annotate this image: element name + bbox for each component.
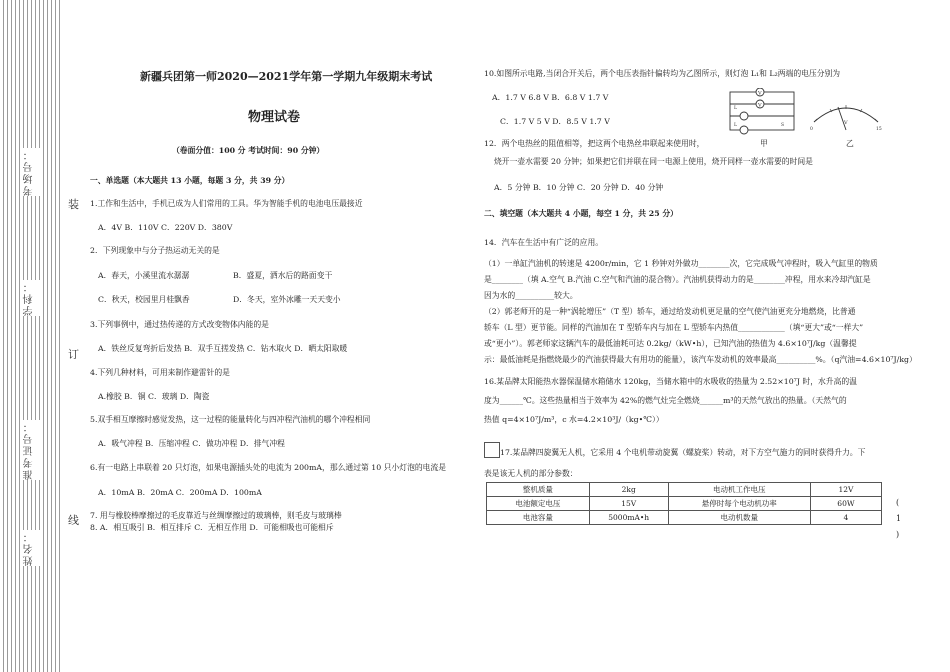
binding-word-zhuang: 装 [68, 198, 79, 211]
question-17-line2: 表是该无人机的部分参数： [484, 469, 578, 478]
svg-text:S: S [781, 123, 785, 128]
table-cell: 整机质量 [487, 483, 590, 497]
table-cell: 2kg [589, 483, 668, 497]
question-12: 12．两个电热丝的阻值相等，把这两个电热丝串联起来使用时， [484, 139, 705, 148]
section1-heading: 一、单选题（本大题共 13 小题，每题 3 分，共 39 分） [90, 176, 290, 185]
figure-jia-label: 甲 [760, 139, 768, 148]
question-12-options: A．5 分钟 B．10 分钟 C．20 分钟 D．40 分钟 [494, 183, 664, 192]
table-cell: 15V [589, 497, 668, 511]
svg-text:0: 0 [810, 127, 813, 132]
paper-subject: 物理试卷 [248, 110, 301, 125]
question-16-line2: 度为______℃。这些热量相当于效率为 42%的燃气灶完全燃烧______m³的天然气放出的热量。（天然气的 [484, 396, 847, 405]
svg-text:V: V [844, 120, 848, 126]
figure-yi-label: 乙 [846, 139, 854, 148]
question-3: 3.下列事例中，通过热传递的方式改变物体内能的是 [90, 320, 269, 329]
margin-note-close: ) [896, 530, 900, 539]
question-14: 14．汽车在生活中有广泛的应用。 [484, 238, 604, 247]
table-cell: 电动机数量 [668, 511, 810, 525]
exam-room-label: 考场号： [22, 148, 42, 196]
question-14-part2-line2: 轿车（L 型）更节能。同样的汽油加在 T 型轿车内与加在 L 型轿车内热值____________（填“更大”或“一样大” [484, 323, 864, 332]
question-16-line1: 16.某品牌太阳能热水器保温储水箱储水 120kg，当储水箱中的水吸收的热量为 2.52×10⁷J 时，水升高的温 [484, 377, 857, 386]
table-row [487, 511, 882, 525]
exam-title: 新疆兵团第一师2020—2021学年第一学期九年级期末考试 [140, 70, 433, 83]
svg-text:L: L [734, 123, 737, 128]
margin-note-open: ( [896, 498, 900, 507]
question-2-option-a: A．春天，小溪里流水潺潺 [98, 271, 190, 280]
binding-word-xian: 线 [68, 514, 79, 527]
question-2: 2．下列现象中与分子热运动无关的是 [90, 246, 220, 255]
question-17-box [484, 442, 500, 458]
svg-text:V: V [758, 90, 762, 97]
binding-word-ding: 订 [68, 348, 79, 361]
svg-text:15: 15 [876, 127, 882, 132]
table-cell: 电池额定电压 [487, 497, 590, 511]
table-cell: 5000mA•h [589, 511, 668, 525]
voltmeter-dial [808, 92, 884, 134]
question-14-part1-line3: 因为水的__________较大。 [484, 291, 578, 300]
question-5-options: A．吸气冲程 B．压缩冲程 C．做功冲程 D．排气冲程 [98, 439, 285, 448]
svg-text:L: L [734, 106, 737, 111]
question-3-options: A．铁丝反复弯折后发热 B．双手互搓发热 C．钻木取火 D．晒太阳取暖 [98, 344, 348, 353]
question-14-part2-line3: 或“更小”）。郭老师家这辆汽车的最低油耗可达 0.2kg/（kW•h），已知汽油的热值为 4.6×10⁷J/kg（温馨提 [484, 339, 857, 348]
binding-margin [0, 0, 62, 672]
question-10-options-cd: C．1.7 V 5 V D．8.5 V 1.7 V [500, 117, 610, 126]
question-14-part1-line1: （1）一单缸汽油机的转速是 4200r/min，它 1 秒钟对外做功________次，它完成吸气冲程时，吸入气缸里的物质 [484, 259, 878, 268]
svg-text:V: V [758, 102, 762, 109]
question-2-option-d: D．冬天，室外冰雕一天天变小 [233, 295, 341, 304]
question-17-line1: 17.某品牌四旋翼无人机，它采用 4 个电机带动旋翼（螺旋桨）转动，对下方空气施力的同时获得升力。下 [500, 448, 866, 457]
circuit-diagram [726, 88, 800, 140]
subject-label: 学科： [22, 280, 42, 316]
table-cell: 电动机工作电压 [668, 483, 810, 497]
table-cell: 12V [810, 483, 881, 497]
question-5: 5.双手相互摩擦时感觉发热，这一过程的能量转化与四冲程汽油机的哪个冲程相同 [90, 415, 371, 424]
question-10: 10.如图所示电路,当闭合开关后，两个电压表指针偏转均为乙图所示，则灯泡 L₁和 L₂两端的电压分别为 [484, 69, 841, 78]
question-8: 8. A．相互吸引 B．相互排斥 C．无相互作用 D．可能相吸也可能相斥 [90, 523, 334, 532]
question-4: 4.下列几种材料，可用来制作避雷针的是 [90, 368, 230, 377]
question-2-option-c: C．秋天，校园里月桂飘香 [98, 295, 190, 304]
question-12-continued: 烧开一壶水需要 20 分钟；如果把它们并联在同一电源上使用，烧开同样一壶水需要的时间是 [494, 157, 813, 166]
question-1: 1.工作和生活中，手机已成为人们常用的工具。华为智能手机的电池电压最接近 [90, 199, 363, 208]
question-14-part2-line4: 示：最低油耗是指燃烧最少的汽油获得最大有用功的能量），该汽车发动机的效率最高__________%。（q汽油=4.6×10⁷J/kg） [484, 355, 917, 364]
question-7: 7. 用与橡胶棒摩擦过的毛皮靠近与丝绸摩擦过的玻璃棒，则毛皮与玻璃棒 [90, 511, 342, 520]
question-14-part1-line2: 是________（填 A.空气 B.汽油 C.空气和汽油的混合物）。汽油机获得动力的是________冲程，用水来冷却汽缸是 [484, 275, 871, 284]
question-6: 6.有一电路上串联着 20 只灯泡，如果电源插头处的电流为 200mA，那么通过第 10 只小灯泡的电流是 [90, 463, 447, 472]
drone-parameter-table [486, 482, 882, 525]
margin-note-number: 1 [896, 514, 902, 523]
table-cell: 4 [810, 511, 881, 525]
question-16-line3: 热值 q=4×10⁷J/m³，c 水=4.2×10³J/（kg•℃）） [484, 415, 664, 424]
table-row [487, 483, 882, 497]
table-cell: 60W [810, 497, 881, 511]
section2-heading: 二、填空题（本大题共 4 小题，每空 1 分，共 25 分） [484, 209, 678, 218]
table-cell: 悬停时每个电动机功率 [668, 497, 810, 511]
name-label: 姓名： [22, 530, 42, 566]
question-6-options: A．10mA B．20mA C．200mA D．100mA [98, 488, 262, 497]
question-10-options-ab: A．1.7 V 6.8 V B．6.8 V 1.7 V [492, 93, 609, 102]
question-14-part2-line1: （2）郭老师开的是一种“涡轮增压”（T 型）轿车，通过给发动机更足量的空气使汽油更充分地燃烧，比普通 [484, 307, 856, 316]
exam-info: （卷面分值：100 分 考试时间：90 分钟） [172, 146, 325, 155]
table-row [487, 497, 882, 511]
admission-number-label: 准考证号： [22, 420, 42, 480]
table-cell: 电池容量 [487, 511, 590, 525]
question-4-options: A.橡胶 B．铜 C．玻璃 D．陶瓷 [98, 392, 210, 401]
question-1-options: A．4V B．110V C．220V D．380V [98, 223, 233, 232]
question-2-option-b: B．盛夏，洒水后的路面变干 [233, 271, 333, 280]
